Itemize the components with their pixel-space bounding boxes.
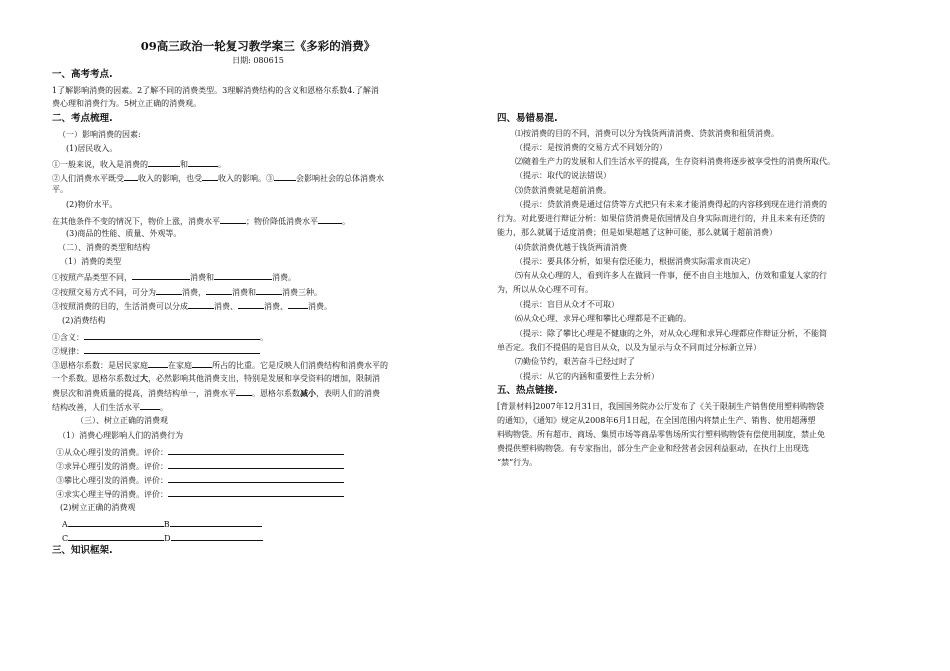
structure-definition: ①含义： 。 xyxy=(52,333,268,342)
section-heading-4: 四、易错易混. xyxy=(497,113,558,124)
section-heading-5: 五、热点链接. xyxy=(497,385,558,396)
item-income: (1)居民收入。 xyxy=(66,144,118,153)
mistake-5-line-2: 为，所以从众心理不可有。 xyxy=(497,285,593,294)
document-date: 日期: 080615 xyxy=(232,56,284,65)
mistake-2: ⑵随着生产力的发展和人们生活水平的提高，生存资料消费将逐步被享受性的消费所取代。 xyxy=(515,157,835,166)
hotspot-line-5: “禁”行为。 xyxy=(497,458,538,467)
exam-points-line-2: 费心理和消费行为。5树立正确的消费观。 xyxy=(52,99,202,108)
section-heading-1: 一、高考考点. xyxy=(52,69,113,80)
engel-line-2: 一个系数。恩格尔系数过大，必然影响其他消费支出，特别是发展和享受资料的增加，限制消 xyxy=(52,373,380,383)
mistake-3-hint-1: （提示：贷款消费是通过信贷等方式把只有未来才能消费得起的内容移到现在进行消费的 xyxy=(515,200,827,209)
correct-view-line-2: C D xyxy=(62,532,263,544)
mistake-4-hint: （提示：要具体分析，如果有偿还能力，根据消费实际需求而决定） xyxy=(515,257,755,266)
item-price: (2)物价水平。 xyxy=(66,200,118,209)
mistake-7: ⑺勤俭节约，艰苦奋斗已经过时了 xyxy=(515,357,635,366)
types-line-2: ②按照交易方式不同，可分为 消费， 消费和 消费三种。 xyxy=(52,288,322,297)
psychology-line-1: ①从众心理引发的消费。评价： xyxy=(56,446,344,458)
hotspot-line-4: 费提供塑料购物袋。有专家指出，部分生产企业和经营者会因利益驱动，在执行上出现选 xyxy=(497,444,809,453)
types-line-1: ①按照产品类型不同， 消费和 消费。 xyxy=(52,273,296,282)
hotspot-line-1: [背景材料]2007年12月31日，我国国务院办公厅发布了《关于限制生产销售使用塑料购物袋 xyxy=(497,402,824,411)
mistake-1-hint: （提示：是按消费的交易方式不同划分的） xyxy=(515,143,667,152)
item-quality: (3)商品的性能、质量、外观等。 xyxy=(66,229,182,238)
item-consumption-structure: (2)消费结构 xyxy=(62,316,106,325)
hotspot-line-3: 料购物袋。所有超市、商场、集贸市场等商品零售场所实行塑料购物袋有偿使用制度，禁止免 xyxy=(497,430,825,439)
mistake-5-hint: （提示：盲目从众才不可取） xyxy=(515,300,619,309)
section-heading-2: 二、考点梳理. xyxy=(52,113,113,124)
mistake-5-line-1: ⑸有从众心理的人，看到许多人在做同一件事，便不由自主地加入，仿效和重复人家的行 xyxy=(515,271,827,280)
document-title: 09高三政治一轮复习教学案三《多彩的消费》 xyxy=(140,39,376,53)
income-line-3: 平。 xyxy=(52,185,68,194)
mistake-2-hint: （提示：取代的说法错误） xyxy=(515,171,611,180)
subsection-a-title: （一）影响消费的因素: xyxy=(58,130,141,139)
income-line-2: ②人们消费水平既受 收入的影响，也受 收入的影响。③ 会影响社会的总体消费水 xyxy=(52,174,384,183)
mistake-3-hint-2: 行为。对此要进行辩证分析：如果信贷消费是依国情及自身实际而进行的，并且未来有还贷的 xyxy=(497,214,825,223)
mistake-4: ⑷贷款消费优越于钱货两清消费 xyxy=(515,243,627,252)
income-line-1: ①一般来说，收入是消费的 和 。 xyxy=(52,160,226,169)
subsection-b-title: （二）、消费的类型和结构 xyxy=(58,243,150,252)
exam-points-line-1: 1了解影响消费的因素。2了解不同的消费类型。3理解消费结构的含义和恩格尔系数4.了解消 xyxy=(52,86,379,95)
section-heading-3: 三、知识框架. xyxy=(52,545,113,556)
engel-line-1: ③恩格尔系数：是居民家庭 在家庭 所占的比重。它是反映人们消费结构和消费水平的 xyxy=(52,361,388,370)
mistake-3-hint-3: 能力，那么就属于适度消费；但是如果超越了这种可能，那么就属于超前消费） xyxy=(497,228,777,237)
structure-rule: ②规律： xyxy=(52,345,260,357)
psychology-line-3: ③攀比心理引发的消费。评价： xyxy=(56,474,344,486)
subsection-c-title: （三）、树立正确的消费观 xyxy=(76,416,168,425)
engel-line-3: 费层次和消费质量的提高，消费结构单一，消费水平 。恩格尔系数减小，表明人们的消费 xyxy=(52,388,380,398)
psychology-line-2: ②求异心理引发的消费。评价： xyxy=(56,460,344,472)
mistake-6-hint-2: 单否定。我们不提倡的是盲目从众，以及为显示与众不同而过分标新立异） xyxy=(497,343,761,352)
price-line-1: 在其他条件不变的情况下，物价上涨，消费水平 ；物价降低消费水平 。 xyxy=(52,217,350,226)
mistake-1: ⑴按消费的目的不同，消费可以分为钱货两清消费、贷款消费和租赁消费。 xyxy=(515,129,779,138)
item-psychology: （1）消费心理影响人们的消费行为 xyxy=(58,431,184,440)
hotspot-line-2: 的通知》，《通知》规定从2008年6月1日起，在全国范围内将禁止生产、销售、使用超薄塑 xyxy=(497,416,816,425)
item-consumption-types: （1）消费的类型 xyxy=(60,257,122,266)
mistake-6-hint-1: （提示：除了攀比心理是不健康的之外，对从众心理和求异心理都应作辩证分析，不能简 xyxy=(515,329,827,338)
correct-view-line-1: A B xyxy=(62,518,262,530)
mistake-7-hint: （提示：从它的内涵和重要性上去分析） xyxy=(515,372,659,381)
engel-line-4: 结构改善，人们生活水平 。 xyxy=(52,403,168,412)
mistake-3: ⑶贷款消费就是超前消费。 xyxy=(515,186,611,195)
types-line-3: ③按照消费的目的，生活消费可以分成 消费、 消费、 消费。 xyxy=(52,302,332,311)
mistake-6: ⑹从众心理、求异心理和攀比心理都是不正确的。 xyxy=(515,314,691,323)
psychology-line-4: ④求实心理主导的消费。评价： xyxy=(56,488,344,500)
item-correct-view: (2)树立正确的消费观 xyxy=(60,503,136,512)
